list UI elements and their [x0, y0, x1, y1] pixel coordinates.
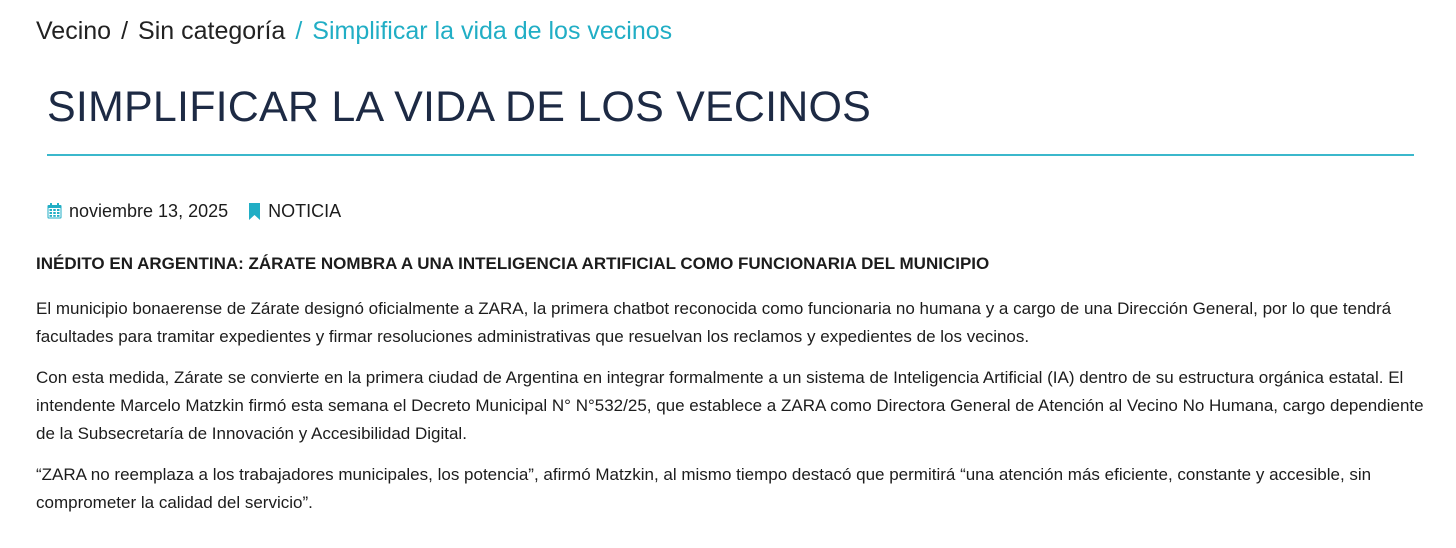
post-paragraph: Con esta medida, Zárate se convierte en la primera ciudad de Argentina en integrar formalmente a un sistema de Inteligencia Artificial (IA) dentro de su estructura orgánica estatal. El intendente Marcelo Matzkin firmó esta semana el Decreto Municipal N° N°532/25, que establece a ZARA como Directora General de Atención al Vecino No Humana, cargo dependiente de la Subsecretaría de Innovación y Accesibilidad Digital.	[36, 368, 1424, 443]
post-category-text[interactable]: NOTICIA	[268, 201, 342, 221]
page-title: SIMPLIFICAR LA VIDA DE LOS VECINOS	[47, 83, 872, 131]
breadcrumb-separator: /	[121, 17, 129, 45]
breadcrumb-link-sin-categoria[interactable]: Sin categoría	[138, 17, 286, 45]
post-content	[36, 250, 1436, 530]
post-headline: INÉDITO EN ARGENTINA: ZÁRATE NOMBRA A UNA INTELIGENCIA ARTIFICIAL COMO FUNCIONARIA DEL MUNICIPIO	[36, 254, 990, 273]
breadcrumb	[36, 14, 672, 48]
breadcrumb-separator: /	[295, 17, 303, 45]
breadcrumb-current: Simplificar la vida de los vecinos	[312, 17, 673, 45]
post-date-text: noviembre 13, 2025	[69, 201, 229, 221]
post-paragraph: El municipio bonaerense de Zárate designó oficialmente a ZARA, la primera chatbot reconocida como funcionaria no humana y a cargo de una Dirección General, por lo que tendrá facultades para tramitar expedientes y firmar resoluciones administrativas que resuelvan los reclamos y expedientes de los vecinos.	[36, 299, 1392, 346]
post-paragraph: “ZARA no reemplaza a los trabajadores municipales, los potencia”, afirmó Matzkin, al mismo tiempo destacó que permitirá “una atención más eficiente, constante y accesible, sin comprometer la calidad del servicio”.	[36, 465, 1372, 512]
title-divider	[47, 154, 1414, 156]
bookmark-icon	[248, 203, 261, 220]
breadcrumb-link-vecino[interactable]: Vecino	[36, 17, 112, 45]
post-meta	[47, 199, 341, 223]
post-category[interactable]	[248, 199, 341, 223]
post-date	[47, 199, 228, 223]
calendar-icon	[47, 203, 62, 219]
